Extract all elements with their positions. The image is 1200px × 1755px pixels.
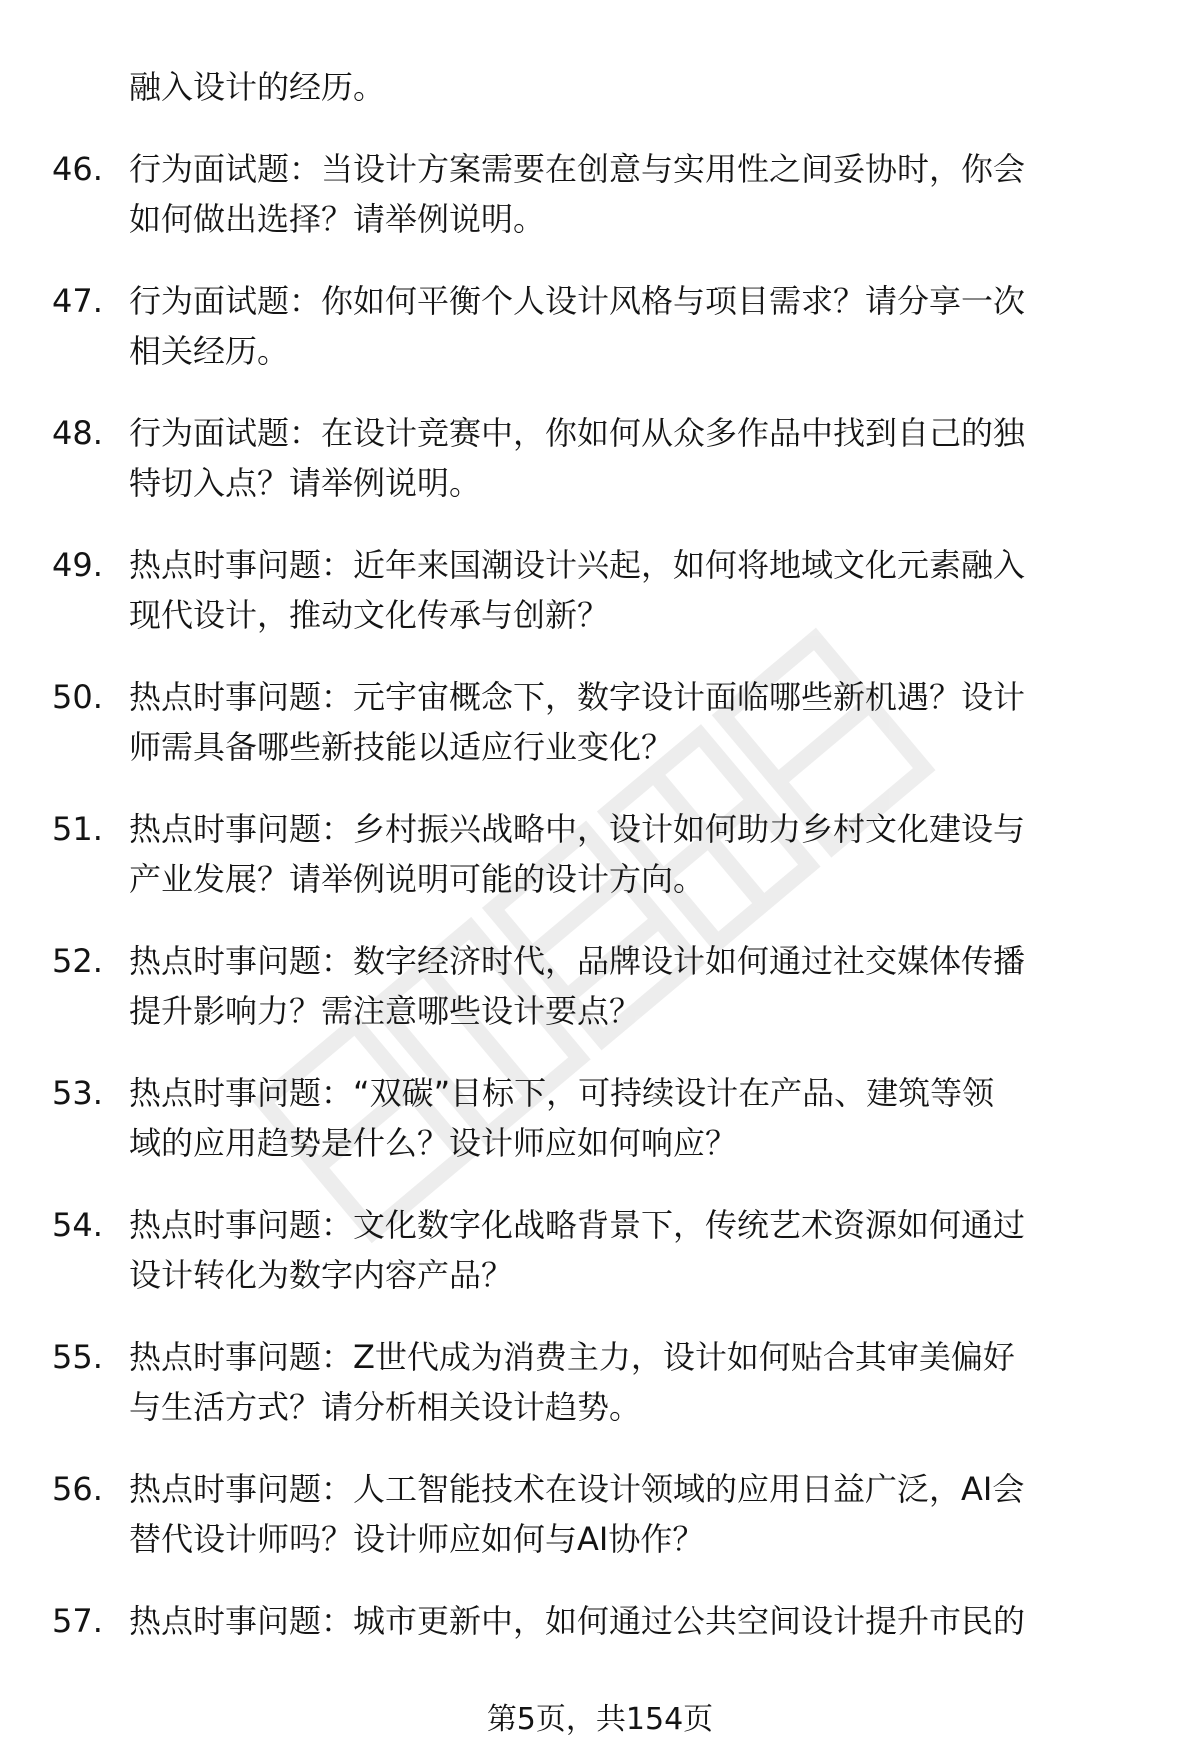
item-number: 50. bbox=[52, 678, 103, 716]
item-number: 49. bbox=[52, 546, 103, 584]
page-footer: 第5页，共154页 bbox=[486, 1702, 714, 1737]
list-item bbox=[0, 936, 1200, 1036]
item-number: 53. bbox=[52, 1074, 103, 1112]
item-text-line: 热点时事问题：人工智能技术在设计领域的应用日益广泛，AI会 bbox=[129, 1470, 1025, 1508]
item-number: 47. bbox=[52, 282, 103, 320]
list-item bbox=[0, 144, 1200, 244]
item-text-line: 如何做出选择？请举例说明。 bbox=[129, 200, 546, 238]
item-text-line: 替代设计师吗？设计师应如何与AI协作？ bbox=[129, 1520, 705, 1558]
item-text-line: 产业发展？请举例说明可能的设计方向。 bbox=[129, 860, 706, 898]
item-text-line: 热点时事问题：城市更新中，如何通过公共空间设计提升市民的 bbox=[129, 1602, 1026, 1640]
item-number: 51. bbox=[52, 810, 103, 848]
continuation-text: 融入设计的经历。 bbox=[129, 68, 386, 106]
item-text-line: 热点时事问题：数字经济时代，品牌设计如何通过社交媒体传播 bbox=[129, 942, 1026, 980]
item-text-line: 热点时事问题：乡村振兴战略中，设计如何助力乡村文化建设与 bbox=[129, 810, 1026, 848]
item-text-line: 热点时事问题：Z世代成为消费主力，设计如何贴合其审美偏好 bbox=[129, 1338, 1015, 1376]
item-text-line: 与生活方式？请分析相关设计趋势。 bbox=[129, 1388, 642, 1426]
item-number: 54. bbox=[52, 1206, 103, 1244]
list-item bbox=[0, 672, 1200, 772]
item-text-line: 相关经历。 bbox=[129, 332, 290, 370]
item-text-line: 现代设计，推动文化传承与创新？ bbox=[129, 596, 610, 634]
list-item bbox=[0, 1596, 1200, 1646]
item-text-line: 热点时事问题：“双碳”目标下，可持续设计在产品、建筑等领 bbox=[129, 1074, 995, 1112]
item-text-line: 行为面试题：当设计方案需要在创意与实用性之间妥协时，你会 bbox=[129, 150, 1026, 188]
item-text-line: 设计转化为数字内容产品？ bbox=[129, 1256, 514, 1294]
item-number: 56. bbox=[52, 1470, 103, 1508]
item-number: 55. bbox=[52, 1338, 103, 1376]
list-item bbox=[0, 1200, 1200, 1300]
item-text-line: 热点时事问题：文化数字化战略背景下，传统艺术资源如何通过 bbox=[129, 1206, 1026, 1244]
item-text-line: 特切入点？请举例说明。 bbox=[129, 464, 482, 502]
item-text-line: 域的应用趋势是什么？设计师应如何响应？ bbox=[129, 1124, 738, 1162]
item-number: 46. bbox=[52, 150, 103, 188]
list-item bbox=[0, 1464, 1200, 1564]
list-item bbox=[0, 276, 1200, 376]
item-text-line: 行为面试题：你如何平衡个人设计风格与项目需求？请分享一次 bbox=[129, 282, 1026, 320]
document-body bbox=[0, 62, 1200, 1646]
item-text-line: 热点时事问题：近年来国潮设计兴起，如何将地域文化元素融入 bbox=[129, 546, 1026, 584]
list-item bbox=[0, 1332, 1200, 1432]
list-item bbox=[0, 1068, 1200, 1168]
list-item bbox=[0, 408, 1200, 508]
item-number: 52. bbox=[52, 942, 103, 980]
item-number: 48. bbox=[52, 414, 103, 452]
item-text-line: 师需具备哪些新技能以适应行业变化？ bbox=[129, 728, 674, 766]
question-list bbox=[0, 144, 1200, 1646]
list-item bbox=[0, 540, 1200, 640]
item-text-line: 热点时事问题：元宇宙概念下，数字设计面临哪些新机遇？设计 bbox=[129, 678, 1026, 716]
item-number: 57. bbox=[52, 1602, 103, 1640]
list-item bbox=[0, 804, 1200, 904]
item-text-line: 提升影响力？需注意哪些设计要点？ bbox=[129, 992, 642, 1030]
item-text-line: 行为面试题：在设计竞赛中，你如何从众多作品中找到自己的独 bbox=[129, 414, 1026, 452]
